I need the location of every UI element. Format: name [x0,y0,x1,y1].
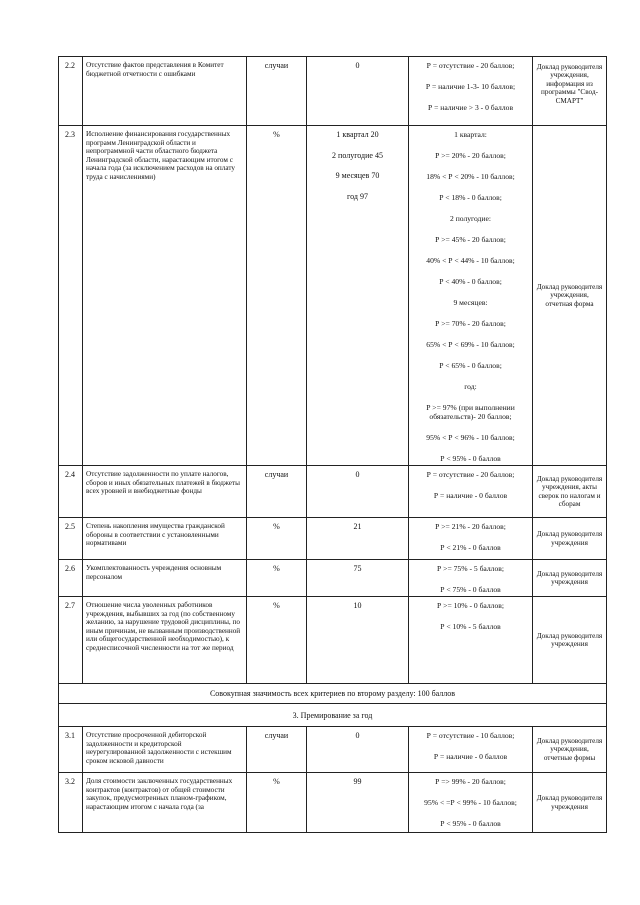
scoring-cell [409,57,533,126]
scoring-cell [409,126,533,466]
unit-cell: % [247,560,307,597]
source-document: Доклад руководителя учреждения, информация из программы "Свод-СМАРТ" [533,57,607,126]
source-document: Доклад руководителя учреждения, акты сверок по налогам и сборам [533,466,607,518]
unit-cell: % [247,773,307,833]
scoring-rule: год: [464,382,477,391]
criterion-name: Степень накопления имущества гражданской обороны в соответствии с установленными нормативами [83,518,247,560]
criterion-name: Исполнение финансирования государственных программ Ленинградской области и непрограммной части областного бюджета Ленинградской области, нарастающим итогом с начала года (за исключением расходов на оплату труда с начислениями) [83,126,247,466]
section-header-row [59,704,607,727]
plan-value: 10 [353,601,362,610]
plan-value: 99 [353,777,362,786]
scoring-rule: Р = наличие - 0 баллов [433,491,508,500]
plan-value: 1 квартал 20 [336,130,379,139]
source-document: Доклад руководителя учреждения [533,518,607,560]
scoring-rule: Р => 99% - 20 баллов; [435,777,506,786]
source-document: Доклад руководителя учреждения, отчетные формы [533,727,607,773]
scoring-cell [409,518,533,560]
scoring-rule: 95% < =Р < 99% - 10 баллов; [424,798,517,807]
scoring-cell [409,560,533,597]
unit-cell: случаи [247,57,307,126]
scoring-rule: Р < 95% - 0 баллов [440,454,501,463]
scoring-rule: 1 квартал: [454,130,487,139]
plan-value: 0 [355,470,360,479]
scoring-rule: Р >= 10% - 0 баллов; [437,601,504,610]
scoring-cell [409,597,533,684]
row-number: 2.4 [59,466,83,518]
unit-cell: случаи [247,727,307,773]
table-row [59,57,607,126]
plan-value: 21 [353,522,362,531]
plan-value: год 97 [347,191,368,201]
source-document: Доклад руководителя учреждения, отчетная форма [533,126,607,466]
table-row [59,466,607,518]
source-document: Доклад руководителя учреждения [533,773,607,833]
scoring-cell [409,773,533,833]
table-row [59,773,607,833]
criterion-name: Отсутствие просроченной дебиторской задолженности и кредиторской неурегулированной задолженности с истекшим сроком исковой давности [83,727,247,773]
table-row [59,727,607,773]
plan-value: 0 [355,731,360,740]
scoring-rule: Р = отсутствие - 20 баллов; [426,470,515,479]
plan-value-cell [307,597,409,684]
plan-value: 0 [355,61,360,70]
row-number: 2.7 [59,597,83,684]
criterion-name: Укомплектованность учреждения основным персоналом [83,560,247,597]
row-number: 2.5 [59,518,83,560]
table-row [59,560,607,597]
scoring-rule: Р >= 20% - 20 баллов; [435,151,506,160]
scoring-rule: Р < 75% - 0 баллов [440,585,501,594]
criterion-name: Отношение числа уволенных работников учреждения, выбывших за год (по собственному желанию, за нарушение трудовой дисциплины, по иным причинам, не вызванным производственной или общегосударственной необходимостью), к среднесписочной численности на тот же период [83,597,247,684]
scoring-rule: Р >= 70% - 20 баллов; [435,319,506,328]
plan-value-cell [307,518,409,560]
scoring-rule: Р >= 21% - 20 баллов; [435,522,506,531]
plan-value: 9 месяцев 70 [335,171,380,180]
unit-cell: случаи [247,466,307,518]
scoring-rule: 2 полугодие: [450,214,491,223]
plan-value-cell [307,560,409,597]
scoring-rule: Р < 10% - 5 баллов [440,622,501,631]
source-document: Доклад руководителя учреждения [533,560,607,597]
plan-value-cell [307,466,409,518]
scoring-rule: Р < 21% - 0 баллов [440,543,501,552]
scoring-rule: Р = наличие - 0 баллов [433,752,508,761]
scoring-rule: Р < 95% - 0 баллов [440,819,501,828]
criterion-name: Отсутствие задолженности по уплате налогов, сборов и иных обязательных платежей в бюджеты всех уровней и внебюджетные фонды [83,466,247,518]
plan-value-cell [307,126,409,466]
scoring-rule: Р = отсутствие - 10 баллов; [426,731,515,740]
scoring-rule: Р >= 45% - 20 баллов; [435,235,506,244]
row-number: 3.1 [59,727,83,773]
scoring-rule: Р >= 97% (при выполнении обязательств)- 20 баллов; [426,403,515,421]
plan-value-cell [307,727,409,773]
row-number: 2.3 [59,126,83,466]
summary-row [59,684,607,704]
scoring-rule: Р = наличие 1-3- 10 баллов; [425,82,516,91]
plan-value-cell [307,773,409,833]
scoring-rule: Р = отсутствие - 20 баллов; [426,61,515,70]
scoring-rule: 40% < Р < 44% - 10 баллов; [426,256,515,265]
plan-value: 75 [353,564,362,573]
criteria-table [58,56,607,833]
source-document: Доклад руководителя учреждения [533,597,607,684]
criterion-name: Доля стоимости заключенных государственных контрактов (контрактов) от общей стоимости закупок, предусмотренных планом-графиком, нарастающим итогом с начала года (за [83,773,247,833]
scoring-rule: Р < 18% - 0 баллов; [439,193,502,202]
scoring-rule: 18% < Р < 20% - 10 баллов; [426,172,515,181]
scoring-rule: 9 месяцев: [453,298,488,307]
criterion-name: Отсутствие фактов представления в Комитет бюджетной отчетности с ошибками [83,57,247,126]
table-row [59,126,607,466]
section-summary: Совокупная значимость всех критериев по второму разделу: 100 баллов [59,684,607,704]
scoring-rule: Р >= 75% - 5 баллов; [437,564,504,573]
table-row [59,518,607,560]
section-title: 3. Премирование за год [59,704,607,727]
unit-cell: % [247,518,307,560]
row-number: 2.2 [59,57,83,126]
table-row [59,597,607,684]
scoring-rule: Р = наличие > 3 - 0 баллов [427,103,514,112]
row-number: 2.6 [59,560,83,597]
scoring-rule: 65% < Р < 69% - 10 баллов; [426,340,515,349]
scoring-cell [409,466,533,518]
scoring-rule: Р < 65% - 0 баллов; [439,361,502,370]
scoring-cell [409,727,533,773]
row-number: 3.2 [59,773,83,833]
scoring-rule: 95% < Р < 96% - 10 баллов; [426,433,515,442]
plan-value: 2 полугодие 45 [332,150,383,160]
unit-cell: % [247,126,307,466]
plan-value-cell [307,57,409,126]
scoring-rule: Р < 40% - 0 баллов; [439,277,502,286]
unit-cell: % [247,597,307,684]
